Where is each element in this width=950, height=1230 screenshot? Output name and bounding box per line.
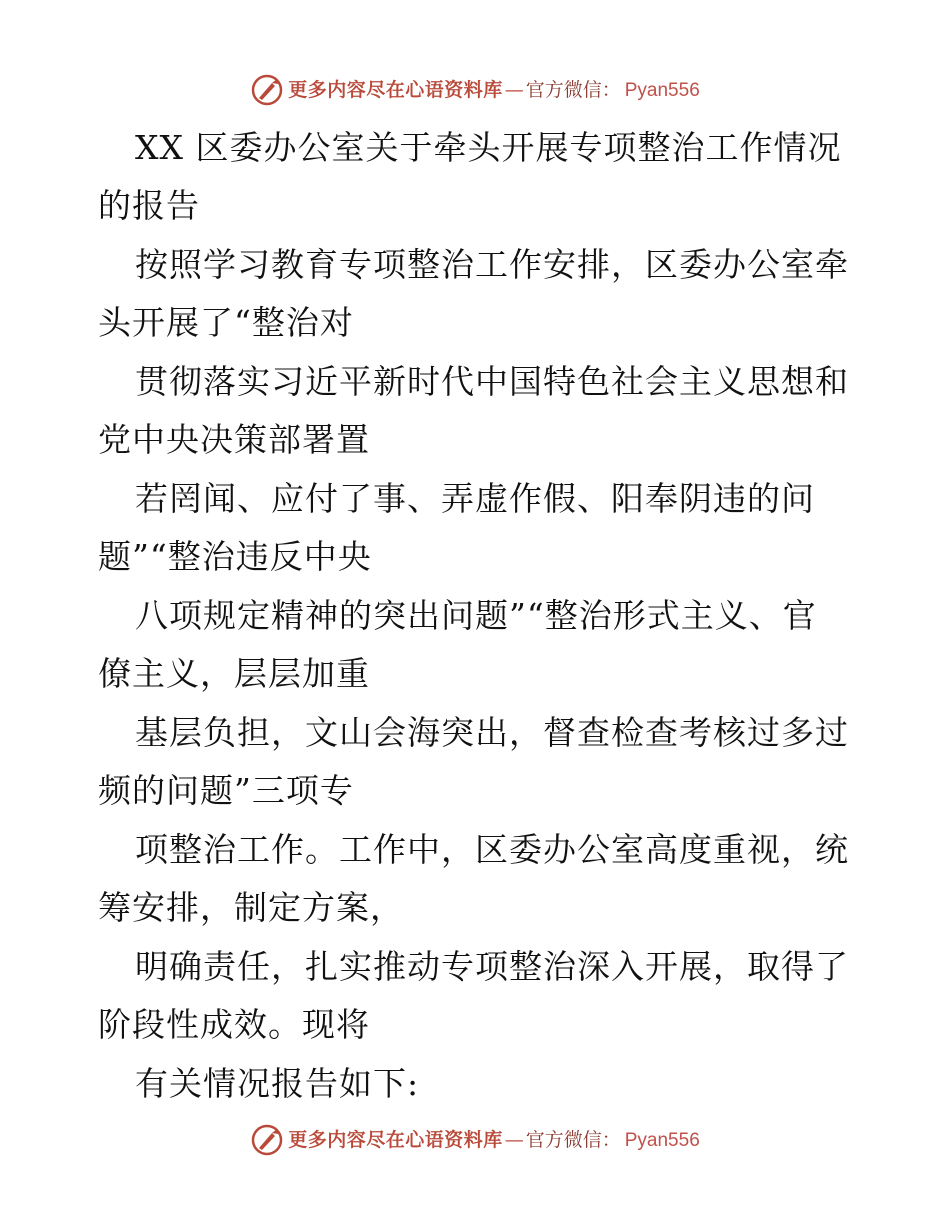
doc-text-line: 按照学习教育专项整治工作安排，区委办公室牵 (135, 245, 849, 284)
watermark-wechat-label: 官方微信： (525, 1128, 621, 1151)
doc-text-line: 阶段性成效。现将 (98, 1005, 370, 1044)
watermark-wechat-id: Pyan556 (624, 79, 700, 101)
watermark-dash: — (504, 1128, 524, 1151)
watermark-wechat-id: Pyan556 (624, 1129, 700, 1151)
watermark-dash: — (504, 78, 524, 101)
doc-text-line: 贯彻落实习近平新时代中国特色社会主义思想和 (135, 362, 849, 401)
doc-text-line: 筹安排，制定方案， (98, 888, 404, 927)
doc-text-line: 明确责任，扎实推动专项整治深入开展，取得了 (135, 947, 849, 986)
watermark-footer (0, 1120, 950, 1160)
quill-pen-circle-icon (250, 73, 284, 107)
watermark-site-text: 更多内容尽在心语资料库 (288, 1128, 503, 1151)
doc-text-line: 题”“整治违反中央 (98, 537, 372, 576)
doc-text-line: 八项规定精神的突出问题”“整治形式主义、官 (135, 596, 817, 635)
watermark-header (0, 70, 950, 110)
watermark-wechat-label: 官方微信： (525, 78, 621, 101)
watermark-site-text: 更多内容尽在心语资料库 (288, 78, 503, 101)
doc-title-line-1: XX 区委办公室关于牵头开展专项整治工作情况 (135, 128, 842, 167)
doc-text-line: 频的问题”三项专 (98, 771, 354, 810)
doc-text-line: 党中央决策部署置 (98, 420, 370, 459)
doc-text-line: 项整治工作。工作中，区委办公室高度重视，统 (135, 830, 849, 869)
doc-text-line: 僚主义，层层加重 (98, 654, 370, 693)
doc-text-line: 若罔闻、应付了事、弄虚作假、阳奉阴违的问 (135, 479, 815, 518)
doc-text-line: 头开展了“整治对 (98, 303, 354, 342)
doc-text-line: 基层负担，文山会海突出，督查检查考核过多过 (135, 713, 849, 752)
quill-pen-circle-icon (250, 1123, 284, 1157)
doc-title-line-2: 的报告 (98, 186, 200, 225)
doc-text-line: 有关情况报告如下: (135, 1064, 420, 1103)
